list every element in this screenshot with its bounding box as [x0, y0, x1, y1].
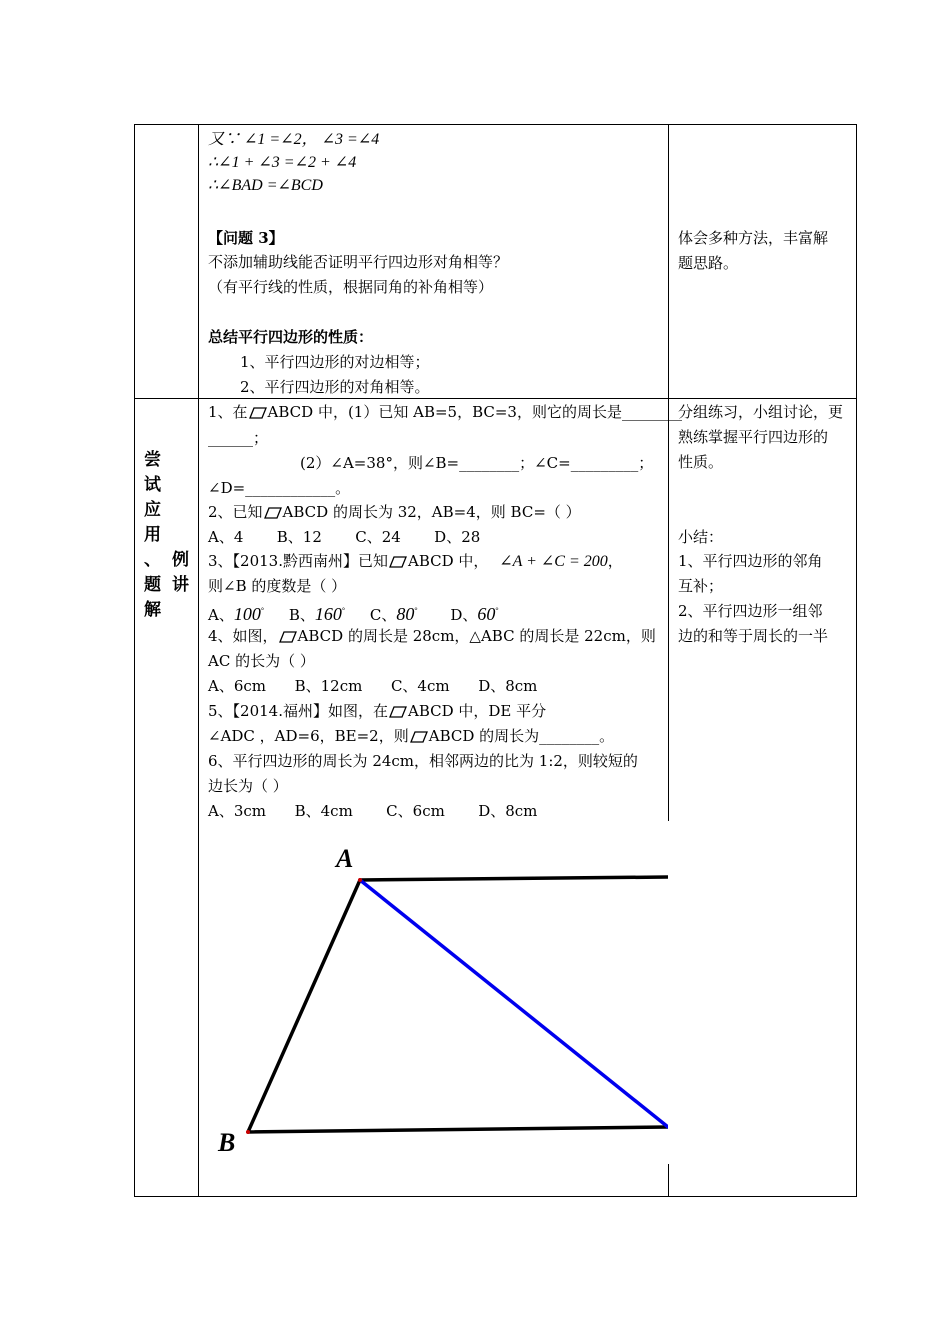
parallelogram-icon — [389, 556, 407, 568]
proof-line-2: ∴∠1 + ∠3 =∠2 + ∠4 — [208, 154, 357, 171]
exercise-2-text: ABCD 的周长为 32，AB=4，则 BC=（ ） — [282, 503, 581, 521]
col-divider-1 — [198, 124, 199, 1197]
proof-line-3: ∴∠BAD =∠BCD — [208, 177, 323, 194]
right-top-line-2: 题思路。 — [678, 254, 739, 272]
side-ad — [360, 877, 668, 880]
vertex-a-marker — [358, 878, 362, 882]
exercise-2-options: A、4 B、12 C、24 D、28 — [208, 528, 481, 546]
side-ab — [248, 880, 360, 1132]
col-divider-2-bottom — [668, 1164, 669, 1197]
table-top-border — [134, 124, 857, 125]
option-a-value: 100° — [233, 604, 265, 624]
exercise-3-comma: ， — [607, 552, 623, 570]
exercise-1-line-3: (2）∠A=38°，则∠B=________；∠C=_________； — [300, 454, 654, 472]
exercise-4-text: ABCD 的周长是 28cm，△ABC 的周长是 22cm，则 — [297, 627, 656, 645]
section-label-char-6: 例 — [172, 550, 189, 570]
section-label-char-1: 尝 — [144, 450, 161, 470]
right-summary-2b: 边的和等于周长的一半 — [678, 627, 829, 645]
exercise-3-prefix: 3、【2013.黔西南州】已知 — [208, 552, 388, 570]
exercise-5-line-2 — [208, 724, 614, 748]
option-d-label: D、 — [450, 606, 478, 624]
exercise-4-line-2: AC 的长为（ ） — [208, 652, 315, 670]
right-bottom-line-3: 性质。 — [678, 453, 724, 471]
section-label-char-8: 讲 — [172, 575, 189, 595]
right-summary-title: 小结： — [678, 528, 724, 546]
parallelogram-icon — [279, 631, 297, 643]
parallelogram-icon — [249, 407, 267, 419]
exercise-2-prefix: 2、已知 — [208, 503, 263, 521]
side-bc — [248, 1127, 668, 1132]
exercise-5-prefix: 5、【2014.福州】如图，在 — [208, 702, 388, 720]
parallelogram-icon — [264, 507, 282, 519]
exercise-6-line-1: 6、平行四边形的周长为 24cm，相邻两边的比为 1:2，则较短的 — [208, 752, 638, 770]
exercise-3-equation: ∠A + ∠C = 200 — [499, 553, 608, 570]
exercise-4-options: A、6cm B、12cm C、4cm D、8cm — [208, 677, 538, 695]
exercise-3-line-2: 则∠B 的度数是（ ） — [208, 577, 347, 595]
exercise-3-options — [208, 599, 499, 627]
section-label-char-2: 试 — [144, 475, 161, 495]
exercise-4-line-1 — [208, 624, 656, 648]
section-label-char-3: 应 — [144, 500, 161, 520]
parallelogram-icon — [389, 706, 407, 718]
summary-item-2: 2、平行四边形的对角相等。 — [240, 378, 430, 396]
option-a-label: A、 — [208, 606, 234, 624]
diagonal-ac — [360, 880, 668, 1127]
question-3-title: 【问题 3】 — [208, 229, 284, 247]
section-label-char-9: 解 — [144, 600, 161, 620]
exercise-1-prefix: 1、在 — [208, 403, 248, 421]
vertex-b-label: B — [218, 1128, 236, 1157]
exercise-3-line-1 — [208, 549, 623, 574]
summary-title: 总结平行四边形的性质： — [208, 328, 374, 346]
table-left-border — [134, 124, 135, 1197]
right-bottom-line-2: 熟练掌握平行四边形的 — [678, 428, 829, 446]
exercise-1-line-1 — [208, 400, 682, 424]
right-summary-2a: 2、平行四边形一组邻 — [678, 602, 823, 620]
section-label-char-4: 用 — [144, 525, 161, 545]
proof-line-1: 又∵ ∠1 =∠2， ∠3 =∠4 — [208, 131, 380, 148]
summary-item-1: 1、平行四边形的对边相等； — [240, 353, 430, 371]
exercise-4-prefix: 4、如图， — [208, 627, 278, 645]
exercise-5-line-1 — [208, 699, 546, 723]
exercise-2-line-1 — [208, 500, 581, 524]
exercise-1-line-2: ______； — [208, 429, 269, 447]
exercise-3-text: ABCD 中， — [408, 552, 489, 570]
right-top-line-1: 体会多种方法，丰富解 — [678, 229, 829, 247]
option-b-label: B、 — [288, 606, 315, 624]
option-b-value: 160° — [314, 604, 346, 624]
col-divider-2-top — [668, 124, 669, 821]
right-summary-1a: 1、平行四边形的邻角 — [678, 552, 823, 570]
exercise-1-line-4: ∠D=____________。 — [208, 479, 351, 497]
vertex-b-marker — [246, 1130, 250, 1134]
section-label-char-5: 、 — [144, 550, 161, 570]
exercise-5-ask: ABCD 的周长为________。 — [428, 727, 615, 745]
table-bottom-border — [134, 1196, 857, 1197]
option-c-value: 80° — [396, 604, 418, 624]
exercise-5-cond: ∠ADC ，AD=6，BE=2，则 — [208, 727, 409, 745]
option-d-value: 60° — [477, 604, 499, 624]
exercise-6-options: A、3cm B、4cm C、6cm D、8cm — [208, 802, 538, 820]
parallelogram-icon — [410, 731, 428, 743]
option-c-label: C、 — [369, 606, 397, 624]
exercise-1-text: ABCD 中，(1）已知 AB=5，BC=3，则它的周长是________ — [267, 403, 682, 421]
right-bottom-line-1: 分组练习，小组讨论，更 — [678, 403, 844, 421]
question-3-hint: （有平行线的性质，根据同角的补角相等） — [208, 278, 494, 296]
vertex-a-label: A — [336, 844, 354, 873]
parallelogram-figure — [200, 822, 668, 1162]
exercise-6-line-2: 边长为（ ） — [208, 777, 288, 795]
section-label-char-7: 题 — [144, 575, 161, 595]
right-summary-1b: 互补； — [678, 577, 724, 595]
exercise-5-text: ABCD 中，DE 平分 — [408, 702, 547, 720]
table-right-border — [856, 124, 857, 1197]
question-3-text: 不添加辅助线能否证明平行四边形对角相等？ — [208, 253, 509, 271]
